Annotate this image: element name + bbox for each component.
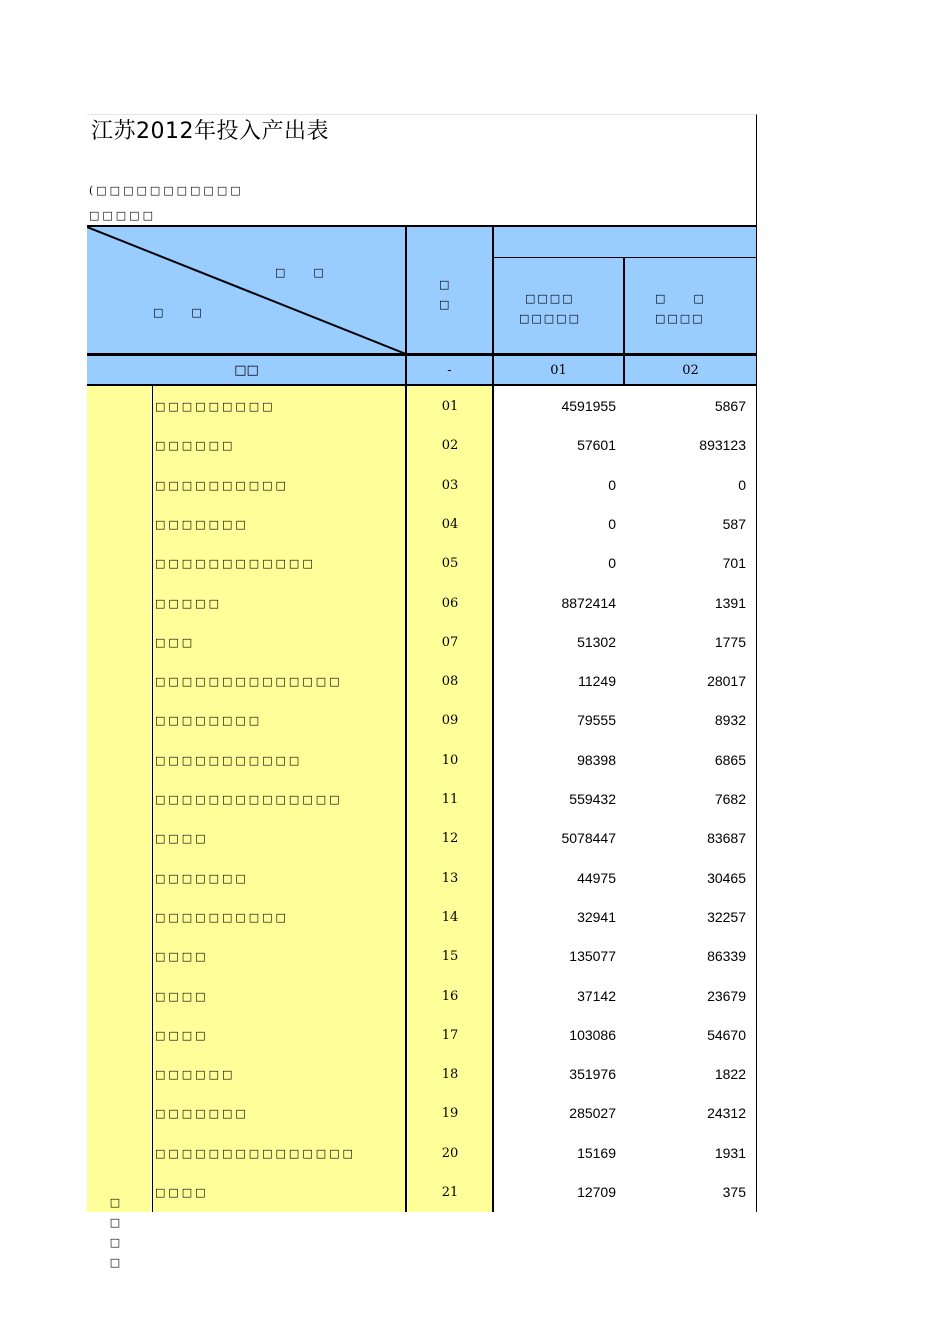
sector-name: □□□□ — [155, 832, 209, 846]
value-col-02: 7682 — [714, 791, 746, 807]
code-column-header: □ □ — [439, 278, 452, 311]
value-col-02: 24312 — [707, 1105, 746, 1122]
value-col-01: 57601 — [577, 437, 616, 454]
row-code: 21 — [441, 1185, 459, 1200]
table-row — [87, 1093, 756, 1132]
sector-name: □□□□□□□□ — [155, 714, 263, 728]
sector-name: □□□□□□□□□□□□□□ — [155, 793, 343, 806]
table-row — [87, 740, 756, 779]
value-col-02: 587 — [722, 515, 746, 532]
value-col-02: 83687 — [707, 830, 746, 847]
row-code: 13 — [441, 870, 459, 886]
value-col-02: 701 — [722, 555, 746, 572]
value-col-01: 37142 — [577, 987, 616, 1004]
row-code: 20 — [441, 1145, 459, 1161]
sector-name: □□□□□□□□□□□ — [155, 753, 303, 767]
value-col-02: 54670 — [707, 1026, 746, 1043]
table-header — [87, 225, 756, 354]
col2-header-line2: □□□□ — [655, 312, 705, 325]
vertical-label-char: □ — [109, 1216, 121, 1229]
row-code: 01 — [441, 399, 459, 414]
sector-name: □□□□ — [155, 950, 209, 964]
row-code: 18 — [441, 1067, 459, 1083]
value-col-02: 86339 — [707, 948, 746, 965]
row-code: 06 — [441, 595, 459, 611]
table-row — [87, 897, 756, 936]
sector-name: □□□□□□□□□ — [155, 400, 276, 413]
value-col-01: 351976 — [569, 1066, 616, 1083]
code-row-code: - — [447, 363, 452, 378]
value-col-01: 559432 — [569, 791, 616, 807]
value-col-02: 32257 — [707, 908, 746, 925]
value-col-02: 1775 — [714, 633, 746, 650]
value-col-02: 8932 — [714, 712, 746, 729]
row-code: 09 — [441, 713, 459, 729]
row-code: 17 — [441, 1027, 459, 1043]
value-col-01: 4591955 — [561, 398, 616, 414]
value-col-02: 893123 — [699, 437, 746, 454]
value-col-01: 11249 — [578, 673, 616, 690]
table-row — [87, 1133, 756, 1172]
sector-name: □□□ — [155, 635, 196, 649]
table-row — [87, 465, 756, 504]
sector-name: □□□□□□□□□□ — [155, 478, 289, 492]
row-code: 03 — [441, 477, 459, 493]
vertical-label-char: □ — [109, 1236, 121, 1249]
value-col-02: 5867 — [714, 398, 746, 414]
table-row — [87, 936, 756, 975]
spreadsheet — [87, 114, 757, 1212]
value-col-01: 5078447 — [561, 830, 616, 847]
row-code: 12 — [441, 831, 459, 847]
col2-header-line1: □ □ — [655, 292, 706, 305]
value-col-02: 1931 — [714, 1144, 746, 1161]
value-col-01: 0 — [608, 515, 616, 532]
sector-name: □□□□□□ — [155, 439, 236, 453]
row-code: 07 — [441, 634, 459, 650]
table-row — [87, 976, 756, 1015]
value-col-02: 30465 — [707, 869, 746, 886]
unit-note-2: □□□□□ — [89, 209, 156, 222]
value-col-01: 98398 — [577, 751, 616, 768]
value-col-02: 1822 — [714, 1066, 746, 1083]
value-col-02: 375 — [722, 1184, 746, 1200]
diag-bottom-label: □ □ — [153, 306, 204, 319]
table-row — [87, 858, 756, 897]
row-code: 04 — [441, 516, 459, 532]
row-code: 19 — [441, 1106, 459, 1122]
value-col-01: 285027 — [569, 1105, 616, 1122]
table-row — [87, 1015, 756, 1054]
value-col-01: 0 — [608, 555, 616, 572]
row-code: 16 — [441, 988, 459, 1004]
value-col-01: 8872414 — [561, 594, 616, 611]
value-col-01: 51302 — [577, 633, 616, 650]
sector-name: □□□□□□□□□□□□□□ — [155, 675, 343, 689]
sector-name: □□□□□□□ — [155, 517, 249, 531]
code-row — [87, 354, 756, 386]
table-row — [87, 818, 756, 857]
value-col-02: 28017 — [707, 673, 746, 690]
code-row-label: □□ — [234, 363, 259, 378]
table-body — [87, 386, 756, 1212]
row-code: 15 — [441, 949, 459, 965]
value-col-02: 6865 — [714, 751, 746, 768]
sector-name: □□□□□□□□□□ — [155, 910, 289, 924]
table-row — [87, 504, 756, 543]
row-code: 08 — [441, 674, 459, 690]
value-col-02: 1391 — [714, 594, 746, 611]
row-code: 02 — [441, 438, 459, 454]
value-col-01: 15169 — [577, 1144, 616, 1161]
sector-name: □□□□ — [155, 989, 209, 1003]
sector-name: □□□□□ — [155, 596, 222, 610]
sector-name: □□□□□□□ — [155, 871, 249, 885]
code-row-col2: 02 — [682, 363, 699, 378]
value-col-02: 23679 — [707, 987, 746, 1004]
col1-header-line1: □□□□ — [525, 292, 575, 305]
value-col-01: 44975 — [577, 869, 616, 886]
diag-top-label: □ □ — [275, 266, 326, 279]
table-title: 江苏2012年投入产出表 — [91, 119, 329, 144]
table-row — [87, 1054, 756, 1093]
value-col-01: 32941 — [577, 908, 616, 925]
table-row — [87, 543, 756, 582]
table-row — [87, 425, 756, 464]
value-col-01: 103086 — [569, 1026, 616, 1043]
value-col-01: 0 — [608, 476, 616, 493]
sector-name: □□□□□□ — [155, 1068, 236, 1082]
sector-name: □□□□ — [155, 1028, 209, 1042]
code-row-col1: 01 — [550, 363, 567, 378]
vertical-label-char: □ — [109, 1196, 121, 1209]
vertical-label-char: □ — [109, 1256, 121, 1269]
value-col-01: 12709 — [577, 1184, 616, 1200]
sector-name: □□□□ — [155, 1186, 209, 1199]
sector-name: □□□□□□□□□□□□ — [155, 557, 316, 571]
sector-name: □□□□□□□□□□□□□□□ — [155, 1146, 356, 1160]
row-code: 14 — [441, 909, 459, 925]
table-row — [87, 779, 756, 818]
table-row — [87, 622, 756, 661]
row-code: 10 — [441, 752, 459, 768]
table-row — [87, 700, 756, 739]
table-row — [87, 1172, 756, 1211]
table-row — [87, 583, 756, 622]
col1-header-line2: □□□□□ — [519, 312, 581, 325]
table-row — [87, 386, 756, 425]
group-vertical-label — [109, 1193, 121, 1273]
row-code: 11 — [441, 792, 459, 807]
diagonal-divider — [87, 227, 407, 354]
value-col-01: 135077 — [569, 948, 616, 965]
value-col-01: 79555 — [577, 712, 616, 729]
row-code: 05 — [441, 556, 459, 572]
sector-name: □□□□□□□ — [155, 1107, 249, 1121]
table-row — [87, 661, 756, 700]
unit-note: (□□□□□□□□□□□ — [89, 184, 244, 197]
value-col-02: 0 — [738, 476, 746, 493]
